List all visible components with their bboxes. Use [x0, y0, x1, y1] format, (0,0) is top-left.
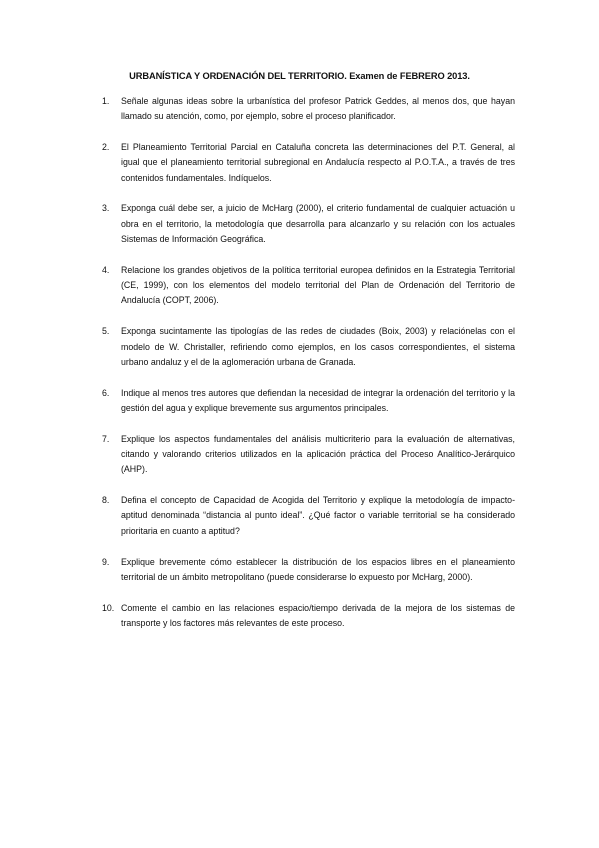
- question-text: Exponga sucintamente las tipologías de las redes de ciudades (Boix, 2003) y relaciónelas con el modelo de W. Christaller, refiriendo como ejemplos, en los casos correspondientes, el sistema urbano andaluz y el de la aglomeración urbana de Granada.: [121, 326, 515, 367]
- question-text: Señale algunas ideas sobre la urbanística del profesor Patrick Geddes, al menos dos, que hayan llamado su atención, como, por ejemplo, sobre el proceso planificador.: [121, 96, 515, 122]
- question-item: [102, 140, 515, 186]
- question-number: 5.: [102, 326, 110, 337]
- exam-title: URBANÍSTICA Y ORDENACIÓN DEL TERRITORIO. Examen de FEBRERO 2013.: [129, 71, 470, 81]
- question-number: 3.: [102, 203, 110, 214]
- question-number: 4.: [102, 264, 110, 275]
- question-item: [102, 94, 515, 125]
- question-text: El Planeamiento Territorial Parcial en Cataluña concreta las determinaciones del P.T. General, al igual que el planeamiento territorial subregional en Andalucía respecto al P.O.T.A., a través de tres contenidos fundamentales. Indíquelos.: [121, 142, 515, 183]
- question-text: Comente el cambio en las relaciones espacio/tiempo derivada de la mejora de los sistemas de transporte y los factores más relevantes de este proceso.: [121, 602, 515, 628]
- question-text: Explique brevemente cómo establecer la distribución de los espacios libres en el planeamiento territorial de un ámbito metropolitano (puede considerarse lo expuesto por McHarg, 2000).: [121, 556, 515, 582]
- question-item: [102, 263, 515, 309]
- question-text: Indique al menos tres autores que defiendan la necesidad de integrar la ordenación del territorio y la gestión del agua y explique brevemente sus argumentos principales.: [121, 387, 515, 413]
- question-number: 6.: [102, 387, 110, 398]
- question-number: 9.: [102, 556, 110, 567]
- question-number: 7.: [102, 433, 110, 444]
- question-item: [102, 386, 515, 417]
- question-item: [102, 601, 515, 632]
- question-number: 10.: [102, 602, 115, 613]
- question-item: [102, 493, 515, 539]
- question-list: [102, 94, 515, 647]
- question-number: 1.: [102, 96, 110, 106]
- question-item: [102, 324, 515, 370]
- question-item: [102, 555, 515, 586]
- question-number: 2.: [102, 142, 110, 153]
- question-text: Explique los aspectos fundamentales del análisis multicriterio para la evaluación de alternativas, citando y valorando criterios utilizados en la aplicación práctica del Proceso Analítico-Jerárquico (AHP).: [121, 433, 515, 475]
- question-item: [102, 432, 515, 478]
- question-item: [102, 201, 515, 247]
- question-number: 8.: [102, 495, 110, 506]
- question-text: Defina el concepto de Capacidad de Acogida del Territorio y explique la metodología de impacto-aptitud denominada “distancia al punto ideal”. ¿Qué factor o variable territorial se ha considerado prioritaria en cuanto a aptitud?: [121, 495, 515, 536]
- question-text: Relacione los grandes objetivos de la política territorial europea definidos en la Estrategia Territorial (CE, 1999), con los elementos del modelo territorial del Plan de Ordenación del Territorio de Andalucía (COPT, 2006).: [121, 264, 515, 306]
- question-text: Exponga cuál debe ser, a juicio de McHarg (2000), el criterio fundamental de cualquier actuación u obra en el territorio, la metodología que desarrolla para alcanzarlo y su relación con los actuales Sistemas de Información Geográfica.: [121, 203, 515, 245]
